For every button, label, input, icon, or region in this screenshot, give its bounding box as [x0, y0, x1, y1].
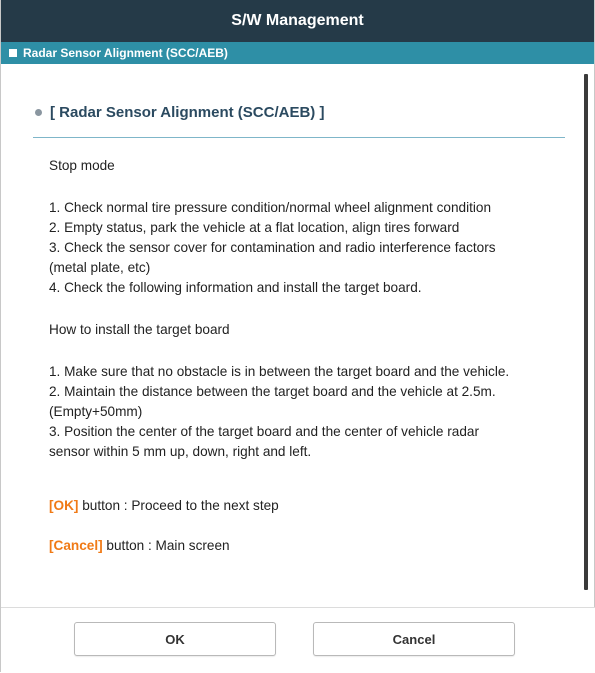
install-step-line: (Empty+50mm) [49, 404, 143, 419]
content-heading [35, 104, 565, 121]
window-title-text: S/W Management [231, 12, 364, 29]
step-line: 1. Check normal tire pressure condition/normal wheel alignment condition [49, 200, 492, 215]
cancel-note [49, 536, 559, 556]
content-heading-text: [ Radar Sensor Alignment (SCC/AEB) ] [50, 104, 325, 121]
vertical-scrollbar[interactable] [584, 74, 588, 590]
heading-divider [33, 137, 565, 138]
square-bullet-icon [9, 49, 17, 57]
install-step-line: sensor within 5 mm up, down, right and left. [49, 444, 312, 459]
window-title [1, 0, 594, 42]
dialog-footer [1, 607, 595, 673]
ok-note-key: [OK] [49, 498, 79, 513]
dot-bullet-icon [35, 109, 42, 116]
ok-note [49, 496, 559, 516]
ok-note-text: button : Proceed to the next step [78, 498, 279, 513]
instruction-text [49, 156, 559, 556]
install-step-line: 3. Position the center of the target board and the center of vehicle radar [49, 424, 479, 439]
mode-label: Stop mode [49, 158, 115, 173]
install-step-line: 2. Maintain the distance between the target board and the vehicle at 2.5m. [49, 384, 496, 399]
section-bar [1, 42, 594, 64]
step-line: 4. Check the following information and install the target board. [49, 280, 422, 295]
cancel-note-text: button : Main screen [102, 538, 230, 553]
step-line: (metal plate, etc) [49, 260, 151, 275]
step-line: 2. Empty status, park the vehicle at a flat location, align tires forward [49, 220, 460, 235]
install-label: How to install the target board [49, 322, 230, 337]
ok-button[interactable]: OK [74, 622, 276, 656]
cancel-button[interactable]: Cancel [313, 622, 515, 656]
cancel-note-key: [Cancel] [49, 538, 103, 553]
step-line: 3. Check the sensor cover for contamination and radio interference factors [49, 240, 496, 255]
content-area[interactable] [1, 64, 595, 609]
section-title: Radar Sensor Alignment (SCC/AEB) [23, 46, 228, 60]
install-step-line: 1. Make sure that no obstacle is in between the target board and the vehicle. [49, 364, 510, 379]
